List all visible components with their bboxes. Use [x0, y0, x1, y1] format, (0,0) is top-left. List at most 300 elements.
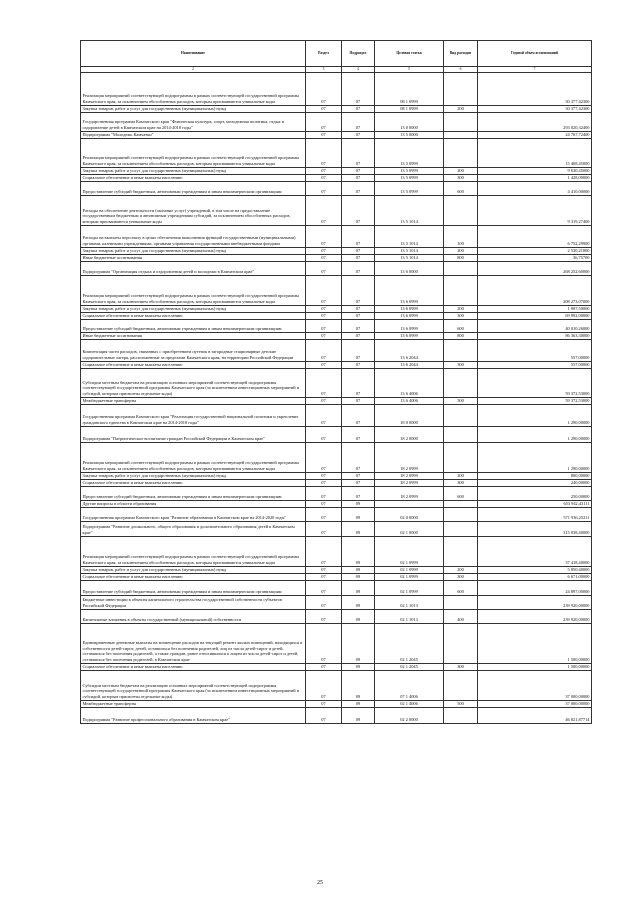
cell-annual-allocation: 69 992,00000	[478, 313, 592, 320]
table-row	[81, 255, 592, 262]
cell-subsection: 07	[342, 262, 375, 276]
cell-name: Предоставление субсидий бюджетным, автономным учреждениям и иным некоммерческим организациям	[81, 182, 306, 196]
cell-subsection: 07	[342, 369, 375, 398]
cell-subsection: 07	[342, 443, 375, 473]
table-row	[81, 248, 592, 255]
cell-name: Предоставление субсидий бюджетным, автономным учреждениям и иным некоммерческим организациям	[81, 320, 306, 333]
cell-subsection: 07	[342, 340, 375, 362]
cell-expense-type	[444, 671, 478, 701]
cell-annual-allocation: 59 372,53000	[478, 398, 592, 405]
page-number: 25	[317, 880, 323, 886]
cell-target-item: 13 5 0999	[375, 175, 444, 182]
cell-target-item: 02 1 4006	[375, 701, 444, 708]
cell-section: 07	[306, 537, 342, 567]
cell-annual-allocation: 208 273,07000	[478, 276, 592, 306]
colnum-7: 7	[478, 67, 592, 73]
table-row	[81, 522, 592, 537]
cell-annual-allocation: 4 410,00000	[478, 182, 592, 196]
cell-target-item: 18 2 0999	[375, 443, 444, 473]
cell-subsection: 07	[342, 73, 375, 106]
cell-target-item: 13 5 1014	[375, 226, 444, 248]
table-row	[81, 567, 592, 574]
cell-annual-allocation: 36,75700	[478, 255, 592, 262]
table-row	[81, 106, 592, 113]
cell-expense-type	[444, 340, 478, 362]
cell-section: 07	[306, 508, 342, 522]
cell-subsection: 07	[342, 398, 375, 405]
table-row	[81, 701, 592, 708]
cell-subsection: 09	[342, 581, 375, 596]
cell-subsection: 09	[342, 664, 375, 671]
cell-name: Закупка товаров, работ и услуг для государственных (муниципальных) нужд	[81, 567, 306, 574]
cell-name: Другие вопросы в области образования	[81, 501, 306, 508]
cell-section: 07	[306, 182, 342, 196]
table-row	[81, 473, 592, 480]
cell-expense-type	[444, 132, 478, 139]
table-row	[81, 340, 592, 362]
cell-target-item: 13 6 0999	[375, 333, 444, 340]
cell-subsection: 07	[342, 168, 375, 175]
cell-expense-type: 800	[444, 255, 478, 262]
header-section: Раздел	[306, 41, 342, 67]
table-row	[81, 480, 592, 487]
cell-name: Субсидии местным бюджетам на реализацию основных мероприятий соответствующей подпрограммы соответствующей государственной программы Камчатского края (за исключением инвестиционных мероприятий и субсидий, которым присвоены отдельные коды)	[81, 671, 306, 701]
cell-annual-allocation: 293 020,32400	[478, 113, 592, 132]
cell-section: 07	[306, 708, 342, 724]
cell-annual-allocation: 24 767,72400	[478, 132, 592, 139]
cell-section: 07	[306, 664, 342, 671]
table-row	[81, 610, 592, 624]
cell-annual-allocation: 5 850,40000	[478, 567, 592, 574]
cell-annual-allocation: 800,00000	[478, 473, 592, 480]
cell-expense-type: 200	[444, 306, 478, 313]
table-row	[81, 398, 592, 405]
cell-section: 07	[306, 306, 342, 313]
cell-subsection: 07	[342, 113, 375, 132]
cell-target-item: 13 5 1014	[375, 196, 444, 226]
cell-section: 07	[306, 480, 342, 487]
header-annual-allocation: Годовой объем ассигнований	[478, 41, 592, 67]
table-row	[81, 132, 592, 139]
cell-subsection: 07	[342, 480, 375, 487]
cell-name: Капитальные вложения в объекты государственной (муниципальной) собственности	[81, 610, 306, 624]
cell-name: Единовременные денежные выплаты на возмещение расходов на текущий ремонт жилых помещений, находящихся в собственности детей-сирот, детей, оставшихся без попечения родителей, лиц из числа детей-сирот и детей, оставшихся без попечения родителей, а также граждан, ранее относившихся к лицам из числа детей-сирот и детей, оставшихся без попечения родителей, в Камчатском крае	[81, 624, 306, 664]
cell-expense-type	[444, 196, 478, 226]
cell-expense-type: 200	[444, 168, 478, 175]
cell-target-item: 18 2 0999	[375, 473, 444, 480]
cell-annual-allocation: 239 920,00000	[478, 596, 592, 610]
cell-target-item: 02 1 1013	[375, 596, 444, 610]
cell-expense-type: 600	[444, 320, 478, 333]
cell-subsection: 07	[342, 362, 375, 369]
cell-expense-type	[444, 501, 478, 508]
cell-expense-type: 500	[444, 398, 478, 405]
cell-annual-allocation: 1 428,00000	[478, 175, 592, 182]
cell-subsection: 07	[342, 313, 375, 320]
cell-annual-allocation: 37 418,40000	[478, 537, 592, 567]
cell-expense-type: 600	[444, 581, 478, 596]
cell-section: 07	[306, 113, 342, 132]
cell-name: Закупка товаров, работ и услуг для государственных (муниципальных) нужд	[81, 306, 306, 313]
cell-name: Предоставление субсидий бюджетным, автономным учреждениям и иным некоммерческим организациям	[81, 487, 306, 501]
cell-expense-type	[444, 427, 478, 443]
cell-section: 07	[306, 581, 342, 596]
cell-annual-allocation: 9 630,45000	[478, 168, 592, 175]
cell-target-item	[375, 501, 444, 508]
cell-subsection: 07	[342, 175, 375, 182]
cell-target-item: 08 1 0999	[375, 106, 444, 113]
cell-annual-allocation: 315 838,40000	[478, 522, 592, 537]
table-row	[81, 182, 592, 196]
cell-section: 07	[306, 255, 342, 262]
table-row	[81, 320, 592, 333]
table-row	[81, 664, 592, 671]
cell-target-item: 02 1 2045	[375, 664, 444, 671]
cell-annual-allocation: 1 500,00000	[478, 624, 592, 664]
cell-name: Социальное обеспечение и иные выплаты населению	[81, 175, 306, 182]
table-row	[81, 333, 592, 340]
cell-name: Предоставление субсидий бюджетным, автономным учреждениям и иным некоммерческим организациям	[81, 581, 306, 596]
cell-name: Реализация мероприятий соответствующей подпрограммы в рамках соответствующей государственной программы Камчатского края, за исключением обособленных расходов, которым присваиваются уникальные коды	[81, 443, 306, 473]
cell-target-item: 02 1 0999	[375, 581, 444, 596]
cell-target-item: 13 5 0999	[375, 139, 444, 168]
cell-section: 07	[306, 106, 342, 113]
cell-subsection: 07	[342, 132, 375, 139]
cell-subsection: 07	[342, 427, 375, 443]
cell-expense-type: 300	[444, 480, 478, 487]
cell-expense-type: 200	[444, 567, 478, 574]
cell-subsection: 09	[342, 596, 375, 610]
cell-subsection: 07	[342, 487, 375, 501]
cell-annual-allocation: 9 319,27400	[478, 196, 592, 226]
cell-expense-type	[444, 113, 478, 132]
cell-target-item: 02 1 1013	[375, 610, 444, 624]
colnum-6: 6	[444, 67, 478, 73]
cell-target-item: 18 2 0999	[375, 480, 444, 487]
table-row	[81, 168, 592, 175]
cell-target-item: 13 5 1014	[375, 255, 444, 262]
cell-section: 07	[306, 168, 342, 175]
cell-target-item: 13 5 0999	[375, 182, 444, 196]
table-row	[81, 487, 592, 501]
cell-section: 07	[306, 501, 342, 508]
table-row	[81, 574, 592, 581]
cell-name: Реализация мероприятий соответствующей подпрограммы в рамках соответствующей государственной программы Камчатского края, за исключением обособленных расходов, которым присваиваются уникальные коды	[81, 276, 306, 306]
cell-section: 07	[306, 320, 342, 333]
cell-expense-type	[444, 276, 478, 306]
cell-annual-allocation: 1 907,50000	[478, 306, 592, 313]
table-row	[81, 581, 592, 596]
cell-expense-type: 200	[444, 248, 478, 255]
cell-name: Социальное обеспечение и иные выплаты населению	[81, 574, 306, 581]
cell-name: Реализация мероприятий соответствующей подпрограммы в рамках соответствующей государственной программы Камчатского края, за исключением обособленных расходов, которым присваиваются уникальные коды	[81, 73, 306, 106]
cell-subsection: 07	[342, 320, 375, 333]
cell-expense-type: 600	[444, 182, 478, 196]
cell-target-item: 13 0 0000	[375, 113, 444, 132]
table-row	[81, 196, 592, 226]
cell-section: 07	[306, 132, 342, 139]
cell-target-item: 13 6 4006	[375, 369, 444, 398]
cell-name: Закупка товаров, работ и услуг для государственных (муниципальных) нужд	[81, 473, 306, 480]
cell-subsection: 07	[342, 182, 375, 196]
cell-section: 07	[306, 196, 342, 226]
cell-subsection: 07	[342, 248, 375, 255]
cell-annual-allocation: 571 936,25211	[478, 508, 592, 522]
table-header	[81, 41, 592, 73]
table-row	[81, 671, 592, 701]
cell-expense-type	[444, 73, 478, 106]
cell-target-item: 07 1 4006	[375, 671, 444, 701]
table-row	[81, 139, 592, 168]
cell-subsection: 07	[342, 306, 375, 313]
cell-annual-allocation: 239 920,00000	[478, 610, 592, 624]
table-body	[81, 73, 592, 724]
cell-expense-type	[444, 262, 478, 276]
table-row	[81, 362, 592, 369]
cell-target-item: 13 5 1014	[375, 248, 444, 255]
cell-expense-type: 300	[444, 362, 478, 369]
cell-annual-allocation: 15 468,45000	[478, 139, 592, 168]
table-row	[81, 624, 592, 664]
cell-section: 07	[306, 369, 342, 398]
colnum-3: 3	[306, 67, 342, 73]
cell-name: Подпрограмма "Организация отдыха и оздоровления детей и молодежи в Камчатском крае"	[81, 262, 306, 276]
cell-annual-allocation: 2 530,21800	[478, 248, 592, 255]
cell-name: Подпрограмма "Патриотическое воспитание граждан Российской Федерации в Камчатском крае"	[81, 427, 306, 443]
table-row	[81, 501, 592, 508]
cell-annual-allocation: 40 010,26000	[478, 320, 592, 333]
cell-name: Социальное обеспечение и иные выплаты населению	[81, 362, 306, 369]
cell-target-item: 02 1 0999	[375, 537, 444, 567]
cell-name: Государственная программа Камчатского края "Реализация государственной национальной политики и укрепление гражданского единства в Камчатском крае на 2014-2018 годы"	[81, 405, 306, 427]
cell-target-item: 13 6 0999	[375, 306, 444, 313]
table-row	[81, 405, 592, 427]
cell-name: Реализация мероприятий соответствующей подпрограммы в рамках соответствующей государственной программы Камчатского края, за исключением обособленных расходов, которым присваиваются уникальные коды	[81, 537, 306, 567]
cell-target-item: 02 2 0000	[375, 708, 444, 724]
cell-expense-type: 100	[444, 226, 478, 248]
cell-expense-type	[444, 139, 478, 168]
table-row	[81, 73, 592, 106]
cell-name: Бюджетные инвестиции в объекты капитального строительства государственной собственности субъектов Российской Федерации	[81, 596, 306, 610]
cell-expense-type	[444, 624, 478, 664]
cell-section: 07	[306, 596, 342, 610]
cell-subsection: 09	[342, 501, 375, 508]
cell-section: 07	[306, 276, 342, 306]
cell-annual-allocation: 30 377,42300	[478, 73, 592, 106]
cell-section: 07	[306, 701, 342, 708]
cell-section: 07	[306, 671, 342, 701]
cell-annual-allocation: 1 290,00000	[478, 405, 592, 427]
cell-subsection: 07	[342, 473, 375, 480]
cell-annual-allocation: 59 372,53000	[478, 369, 592, 398]
colnum-4: 4	[342, 67, 375, 73]
cell-target-item: 18 2 0999	[375, 487, 444, 501]
header-row	[81, 41, 592, 67]
cell-target-item: 13 6 0999	[375, 313, 444, 320]
cell-section: 07	[306, 248, 342, 255]
cell-target-item: 13 6 2044	[375, 340, 444, 362]
cell-name: Иные бюджетные ассигнования	[81, 255, 306, 262]
cell-section: 07	[306, 610, 342, 624]
cell-annual-allocation: 24 897,00000	[478, 581, 592, 596]
table-row	[81, 306, 592, 313]
cell-name: Государственная программа Камчатского края "Физическая культура, спорт, молодежная политика, отдых и оздоровление детей в Камчатском крае на 2014-2018 годы"	[81, 113, 306, 132]
cell-section: 07	[306, 313, 342, 320]
cell-annual-allocation: 86 363,30000	[478, 333, 592, 340]
cell-name: Государственная программа Камчатского края "Развитие образования в Камчатском крае на 2014-2020 годы"	[81, 508, 306, 522]
cell-expense-type	[444, 405, 478, 427]
cell-section: 07	[306, 487, 342, 501]
cell-expense-type	[444, 537, 478, 567]
cell-subsection: 09	[342, 708, 375, 724]
cell-subsection: 09	[342, 701, 375, 708]
cell-annual-allocation: 557,00000	[478, 362, 592, 369]
cell-expense-type	[444, 443, 478, 473]
cell-target-item: 18 2 0000	[375, 427, 444, 443]
cell-section: 07	[306, 398, 342, 405]
table-row	[81, 369, 592, 398]
table-row	[81, 537, 592, 567]
cell-target-item: 13 6 2044	[375, 362, 444, 369]
table-row	[81, 113, 592, 132]
table-row	[81, 262, 592, 276]
cell-section: 07	[306, 362, 342, 369]
table-row	[81, 443, 592, 473]
cell-name: Компенсация части расходов, связанных с приобретением путевок в загородные стационарные детские оздоровительные лагеря, расположенные за пределами Камчатского края, на территории Российской Федерации	[81, 340, 306, 362]
cell-section: 07	[306, 405, 342, 427]
cell-section: 07	[306, 226, 342, 248]
cell-subsection: 09	[342, 537, 375, 567]
cell-name: Подпрограмма "Молодежь Камчатки"	[81, 132, 306, 139]
header-name: Наименование	[81, 41, 306, 67]
table-row	[81, 596, 592, 610]
cell-annual-allocation: 1 290,00000	[478, 443, 592, 473]
cell-section: 07	[306, 473, 342, 480]
cell-subsection: 09	[342, 574, 375, 581]
cell-subsection: 07	[342, 276, 375, 306]
table-row	[81, 708, 592, 724]
cell-annual-allocation: 30 377,42300	[478, 106, 592, 113]
cell-subsection: 07	[342, 196, 375, 226]
cell-name: Закупка товаров, работ и услуг для государственных (муниципальных) нужд	[81, 248, 306, 255]
cell-expense-type	[444, 369, 478, 398]
cell-section: 07	[306, 262, 342, 276]
cell-subsection: 09	[342, 522, 375, 537]
colnum-1: 2	[81, 67, 306, 73]
cell-subsection: 07	[342, 139, 375, 168]
cell-expense-type: 400	[444, 610, 478, 624]
cell-subsection: 07	[342, 405, 375, 427]
cell-name: Закупка товаров, работ и услуг для государственных (муниципальных) нужд	[81, 106, 306, 113]
cell-annual-allocation: 1 500,00000	[478, 664, 592, 671]
cell-target-item: 13 6 0999	[375, 276, 444, 306]
table-row	[81, 226, 592, 248]
cell-annual-allocation: 6 671,00000	[478, 574, 592, 581]
cell-target-item: 02 1 0999	[375, 574, 444, 581]
cell-annual-allocation: 240,00000	[478, 480, 592, 487]
cell-subsection: 09	[342, 671, 375, 701]
cell-expense-type: 200	[444, 106, 478, 113]
cell-subsection: 09	[342, 624, 375, 664]
cell-expense-type: 800	[444, 333, 478, 340]
header-target-item: Целевая статья	[375, 41, 444, 67]
cell-expense-type: 300	[444, 664, 478, 671]
cell-expense-type: 500	[444, 701, 478, 708]
cell-expense-type: 600	[444, 487, 478, 501]
cell-annual-allocation: 1 290,00000	[478, 427, 592, 443]
cell-section: 07	[306, 574, 342, 581]
cell-name: Подпрограмма "Развитие дошкольного, общего образования и дополнительного образования детей в Камчатском крае"	[81, 522, 306, 537]
cell-subsection: 07	[342, 106, 375, 113]
cell-section: 07	[306, 567, 342, 574]
cell-name: Социальное обеспечение и иные выплаты населению	[81, 480, 306, 487]
cell-expense-type	[444, 596, 478, 610]
cell-subsection: 07	[342, 333, 375, 340]
cell-name: Межбюджетные трансферты	[81, 701, 306, 708]
cell-section: 07	[306, 443, 342, 473]
cell-section: 07	[306, 340, 342, 362]
cell-subsection: 09	[342, 567, 375, 574]
cell-section: 07	[306, 139, 342, 168]
cell-target-item: 02 0 0000	[375, 508, 444, 522]
cell-name: Реализация мероприятий соответствующей подпрограммы в рамках соответствующей государственной программы Камчатского края, за исключением обособленных расходов, которым присваиваются уникальные коды	[81, 139, 306, 168]
cell-subsection: 09	[342, 508, 375, 522]
cell-name: Расходы на выплаты персоналу в целях обеспечения выполнения функций государственными (муниципальными) органами, казенными учреждениями, органами управления государственными внебюджетными фондами	[81, 226, 306, 248]
cell-annual-allocation: 46 821,87714	[478, 708, 592, 724]
cell-expense-type: 300	[444, 574, 478, 581]
cell-target-item: 02 1 2045	[375, 624, 444, 664]
cell-target-item: 02 1 0000	[375, 522, 444, 537]
cell-section: 07	[306, 624, 342, 664]
cell-target-item: 13 6 0000	[375, 262, 444, 276]
cell-annual-allocation: 37 000,00000	[478, 671, 592, 701]
cell-name: Закупка товаров, работ и услуг для государственных (муниципальных) нужд	[81, 168, 306, 175]
budget-table	[80, 40, 592, 724]
cell-section: 07	[306, 427, 342, 443]
table-row	[81, 276, 592, 306]
cell-section: 07	[306, 73, 342, 106]
cell-target-item: 13 5 0000	[375, 132, 444, 139]
cell-target-item: 18 0 0000	[375, 405, 444, 427]
cell-section: 07	[306, 333, 342, 340]
cell-expense-type	[444, 522, 478, 537]
cell-name: Иные бюджетные ассигнования	[81, 333, 306, 340]
table-row	[81, 508, 592, 522]
header-expense-type: Вид расходов	[444, 41, 478, 67]
table-row	[81, 427, 592, 443]
table-row	[81, 175, 592, 182]
cell-expense-type: 300	[444, 313, 478, 320]
cell-expense-type	[444, 708, 478, 724]
cell-name: Подпрограмма "Развитие профессионального образования в Камчатском крае"	[81, 708, 306, 724]
cell-subsection: 07	[342, 226, 375, 248]
cell-annual-allocation: 268 252,60000	[478, 262, 592, 276]
cell-name: Расходы на обеспечение деятельности (оказание услуг) учреждений, в том числе на предоставление государственным бюджетным и автономным учреждениям субсидий, за исключением обособленных расходов, которым присваиваются уникальные коды	[81, 196, 306, 226]
colnum-5: 5	[375, 67, 444, 73]
cell-expense-type: 300	[444, 175, 478, 182]
cell-subsection: 09	[342, 610, 375, 624]
cell-name: Субсидии местным бюджетам на реализацию основных мероприятий соответствующей подпрограммы соответствующей государственной программы Камчатского края (за исключением инвестиционных мероприятий и субсидий, которым присвоены отдельные коды)	[81, 369, 306, 398]
cell-target-item: 13 5 0999	[375, 168, 444, 175]
cell-section: 07	[306, 522, 342, 537]
cell-annual-allocation: 6 752,29900	[478, 226, 592, 248]
cell-name: Межбюджетные трансферты	[81, 398, 306, 405]
cell-expense-type	[444, 508, 478, 522]
cell-annual-allocation: 557,00000	[478, 340, 592, 362]
cell-name: Социальное обеспечение и иные выплаты населению	[81, 313, 306, 320]
cell-expense-type: 200	[444, 473, 478, 480]
cell-section: 07	[306, 175, 342, 182]
